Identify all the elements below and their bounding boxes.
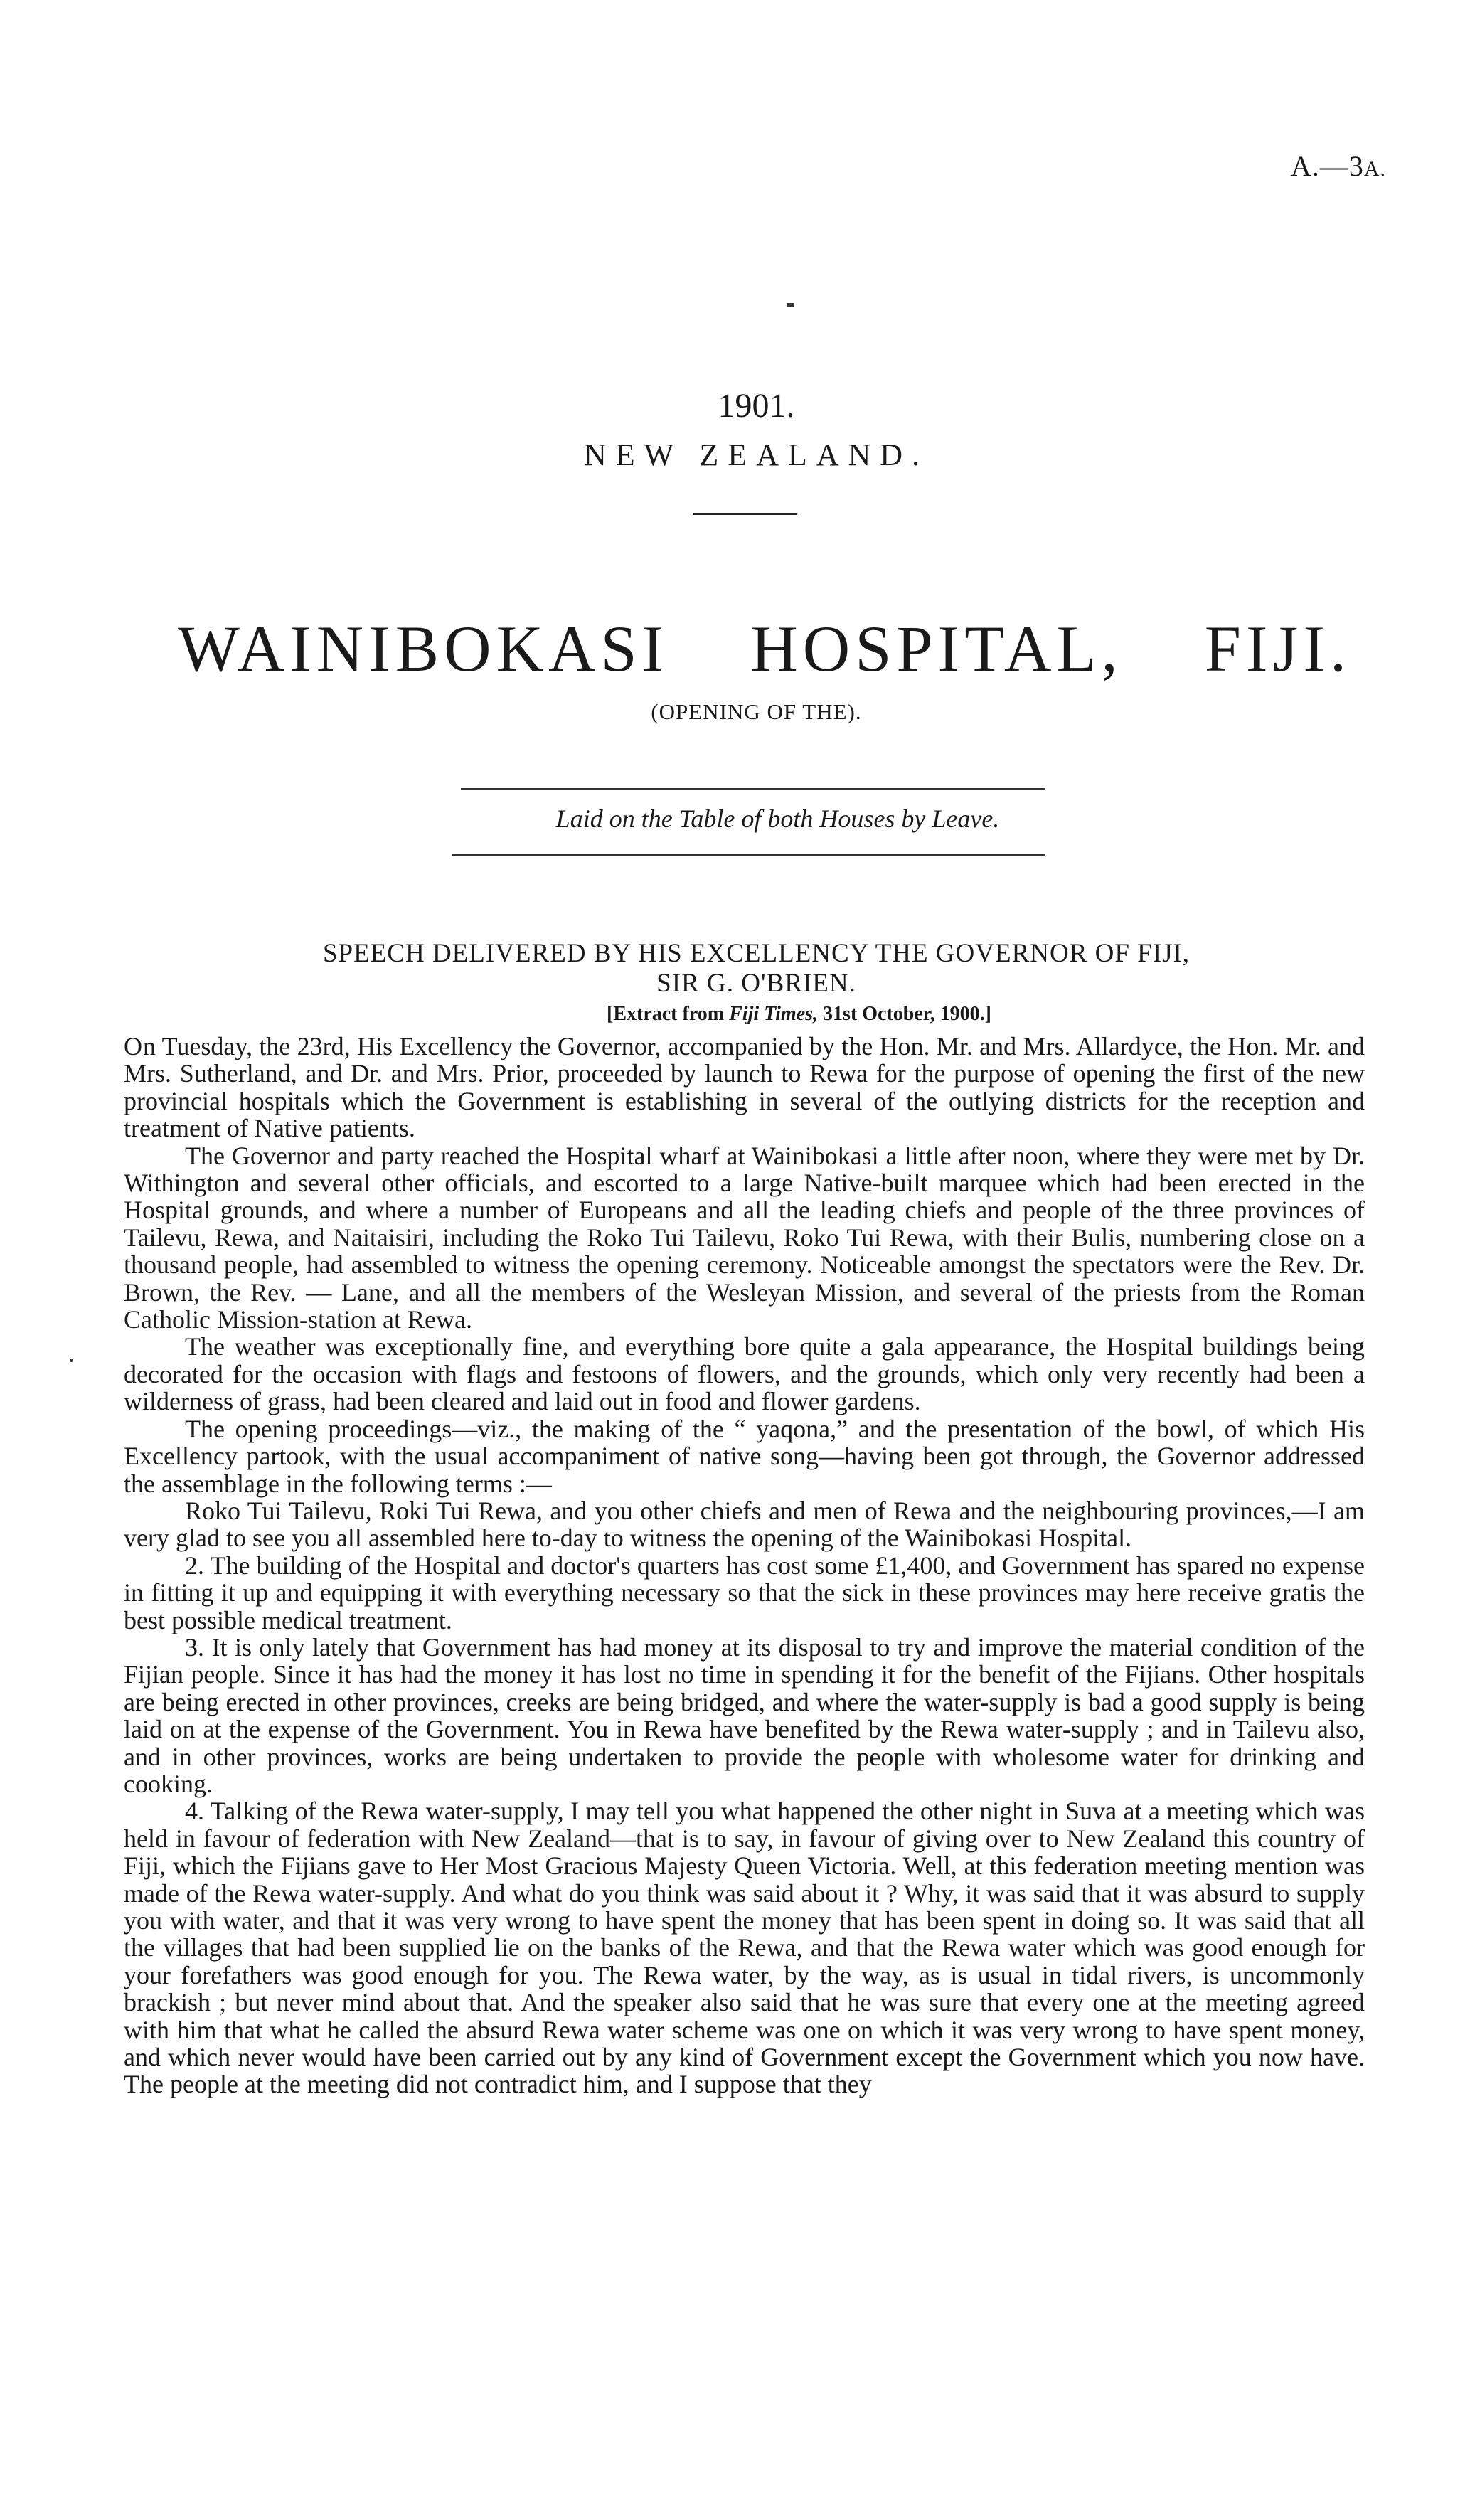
speech-body (124, 1033, 1365, 2098)
paragraph-4: The opening proceedings—viz., the making of the “ yaqona,” and the presentation of the bowl, of which His Excellency partook, with the usual accompaniment of native song—having been got through, the Governor addressed the assemblage in the following terms :— (124, 1414, 1365, 1498)
laid-statement: Laid on the Table of both Houses by Leave. (555, 804, 1000, 833)
paragraph-5: Roko Tui Tailevu, Roki Tui Rewa, and you other chiefs and men of Rewa and the neighbouring provinces,—I am very glad to see you all assembled here to-day to witness the opening of the Wainibokasi Hospital. (124, 1496, 1365, 1553)
rule-above-laid (461, 788, 1045, 790)
paragraph-2: The Governor and party reached the Hospital wharf at Wainibokasi a little after noon, where they were met by Dr. Withington and several other officials, and escorted to a large Native-built marquee which had been erected in the Hospital grounds, and where a number of Europeans and all the leading chiefs and people of the three provinces of Tailevu, Rewa, and Naitaisiri, including the Roko Tui Tailevu, Roko Tui Rewa, with their Bulis, numbering close on a thousand people, had assembled to witness the opening ceremony. Noticeable amongst the spectators were the Rev. Dr. Brown, the Rev. — Lane, and all the members of the Wesleyan Mission, and several of the priests from the Roman Catholic Mission-station at Rewa. (124, 1141, 1365, 1334)
paragraph-3: The weather was exceptionally fine, and everything bore quite a gala appearance, the Hospital buildings being decorated for the occasion with flags and festoons of flowers, and the grounds, which only very recently had been a wilderness of grass, had been cleared and laid out in food and flower gardens. (124, 1332, 1365, 1416)
page-reference-suffix: A. (1363, 157, 1386, 181)
speech-heading-line-1: SPEECH DELIVERED BY HIS EXCELLENCY THE GOVERNOR OF FIJI, (322, 939, 1191, 968)
extract-prefix: [Extract from (607, 1003, 725, 1025)
print-mark (787, 303, 794, 307)
country-heading: NEW ZEALAND. (583, 437, 930, 472)
title-divider (693, 513, 797, 515)
extract-source: Fiji Times, (729, 1003, 819, 1025)
paragraph-6: 2. The building of the Hospital and doctor's quarters has cost some £1,400, and Government has spared no expense in fitting it up and equipping it with everything necessary so that the sick in these provinces may here receive gratis the best possible medical treatment. (124, 1551, 1365, 1634)
extract-date: 31st October, 1900.] (823, 1003, 991, 1025)
margin-mark (70, 1359, 73, 1362)
title-word-1: WAINIBOKASI (178, 612, 669, 685)
document-year: 1901. (718, 387, 795, 425)
extract-note (0, 1003, 1470, 1026)
title-word-2: HOSPITAL, (750, 612, 1123, 685)
paragraph-8: 4. Talking of the Rewa water-supply, I may tell you what happened the other night in Suva at a meeting which was held in favour of federation with New Zealand—that is to say, in favour of giving over to New Zealand this country of Fiji, which the Fijians gave to Her Most Gracious Majesty Queen Victoria. Well, at this federation meeting mention was made of the Rewa water-supply. And what do you think was said about it ? Why, it was said that it was absurd to supply you with water, and that it was very wrong to have spent the money that has been spent in doing so. It was said that all the villages that had been supplied lie on the banks of the Rewa, and that the Rewa water which was good enough for your forefathers was good enough for you. The Rewa water, by the way, as is usual in tidal rivers, is uncommonly brackish ; but never mind about that. And the speaker also said that he was sure that every one at the meeting agreed with him that what he called the absurd Rewa water scheme was one on which it was very wrong to have spent money, and which never would have been carried out by any kind of Government except the Government which you now have. The people at the meeting did not contradict him, and I suppose that they (124, 1797, 1365, 2099)
document-title (178, 612, 1351, 685)
paragraph-7: 3. It is only lately that Government has had money at its disposal to try and improve the material condition of the Fijian people. Since it has had the money it has lost no time in spending it for the benefit of the Fijians. Other hospitals are being erected in other provinces, creeks are being bridged, and where the water-supply is bad a good supply is being laid on at the expense of the Government. You in Rewa have benefited by the Rewa water-supply ; and in Tailevu also, and in other provinces, works are being undertaken to provide the people with wholesome water for drinking and cooking. (124, 1632, 1365, 1798)
page-reference: A.—3A. (1290, 150, 1386, 182)
document-subtitle: (OPENING OF THE). (651, 699, 862, 724)
speech-heading (0, 939, 1470, 999)
paragraph-1: On Tuesday, the 23rd, His Excellency the Governor, accompanied by the Hon. Mr. and Mrs. Allardyce, the Hon. Mr. and Mrs. Sutherland, and Dr. and Mrs. Prior, proceeded by launch to Rewa for the purpose of opening the first of the new provincial hospitals which the Government is establishing in several of the outlying districts for the reception and treatment of Native patients. (124, 1032, 1365, 1143)
title-word-3: FIJI. (1204, 612, 1351, 685)
rule-below-laid (452, 854, 1045, 856)
speech-heading-line-2: SIR G. O'BRIEN. (656, 969, 856, 998)
